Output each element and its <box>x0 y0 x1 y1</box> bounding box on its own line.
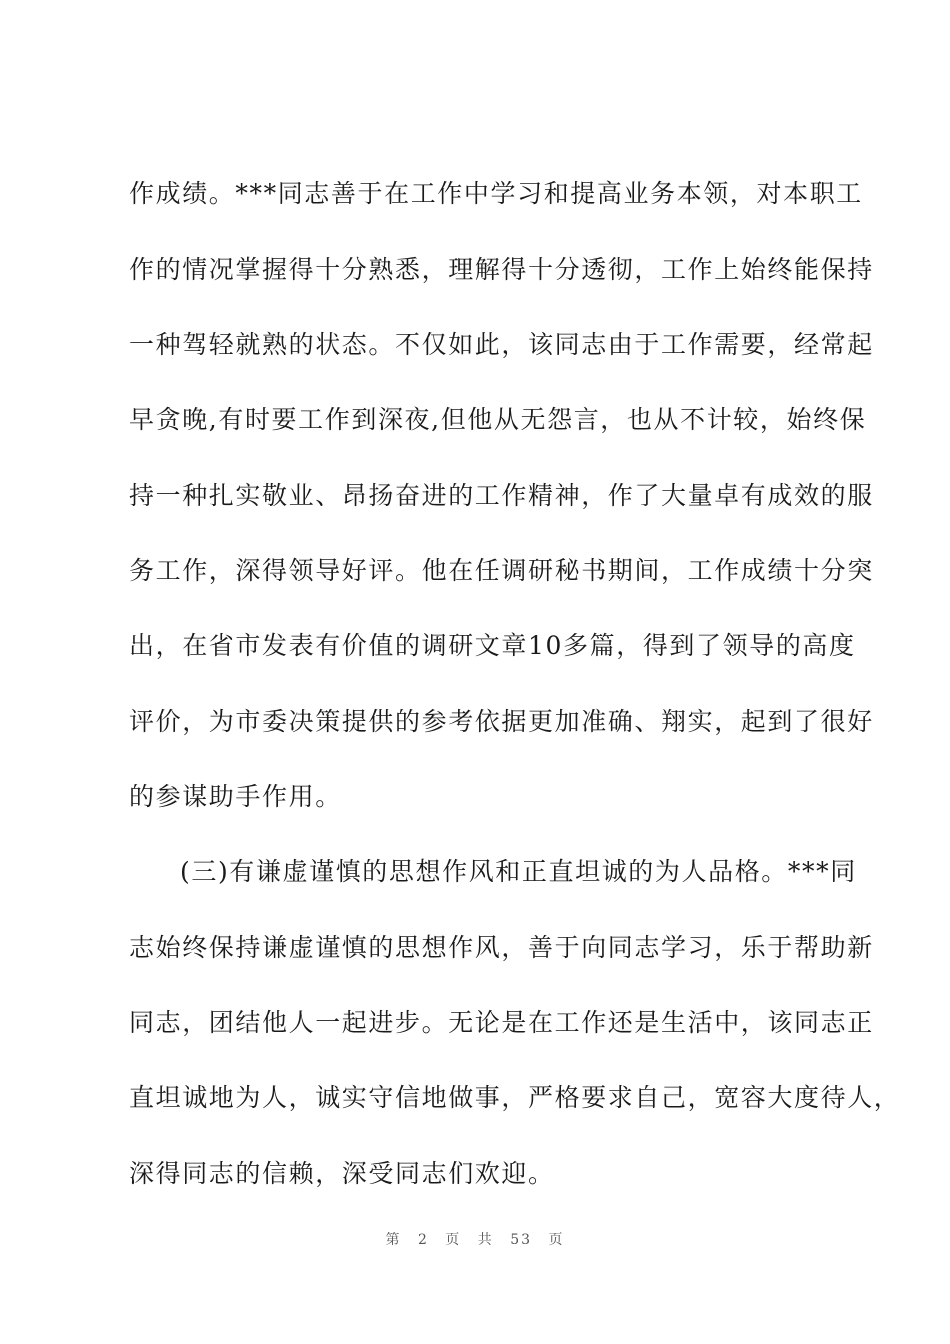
page-number-footer: 第 2 页 共 53 页 <box>385 1232 565 1248</box>
body-line-7: 出，在省市发表有价值的调研文章10多篇，得到了领导的高度 <box>129 631 856 660</box>
body-line-13: 直坦诚地为人，诚实守信地做事，严格要求自己，宽容大度待人， <box>129 1083 901 1112</box>
body-line-8: 评价，为市委决策提供的参考依据更加准确、翔实，起到了很好 <box>129 707 874 736</box>
body-line-1: 作成绩。***同志善于在工作中学习和提高业务本领，对本职工 <box>129 179 863 208</box>
body-line-11: 志始终保持谦虚谨慎的思想作风，善于向同志学习，乐于帮助新 <box>129 933 874 962</box>
body-line-2: 作的情况掌握得十分熟悉，理解得十分透彻，工作上始终能保持 <box>129 255 874 284</box>
body-line-9: 的参谋助手作用。 <box>129 782 342 811</box>
body-line-14: 深得同志的信赖，深受同志们欢迎。 <box>129 1159 555 1188</box>
body-line-3: 一种驾轻就熟的状态。不仅如此，该同志由于工作需要，经常起 <box>129 330 874 359</box>
body-line-4: 早贪晚,有时要工作到深夜,但他从无怨言，也从不计较，始终保 <box>129 405 867 434</box>
section-heading-line: (三)有谦虚谨慎的思想作风和正直坦诚的为人品格。***同 <box>180 857 857 886</box>
body-line-12: 同志，团结他人一起进步。无论是在工作还是生活中，该同志正 <box>129 1008 874 1037</box>
body-line-6: 务工作，深得领导好评。他在任调研秘书期间，工作成绩十分突 <box>129 556 874 585</box>
body-line-5: 持一种扎实敬业、昂扬奋进的工作精神，作了大量卓有成效的服 <box>129 481 874 510</box>
